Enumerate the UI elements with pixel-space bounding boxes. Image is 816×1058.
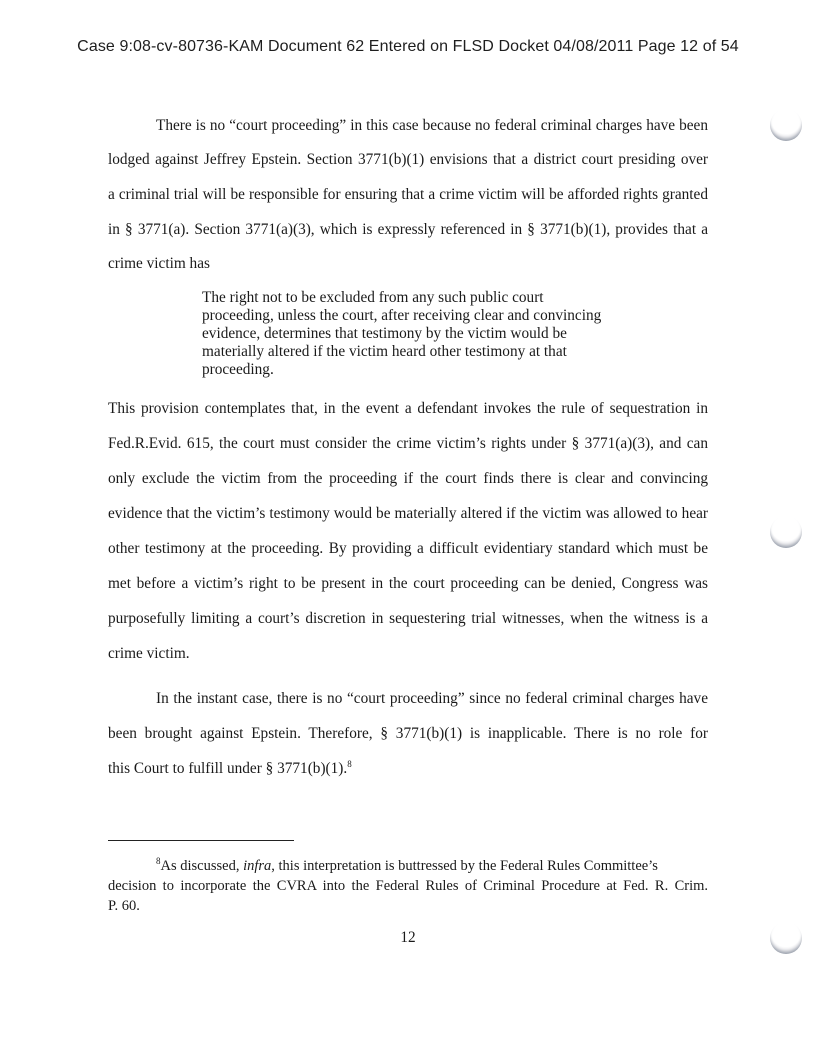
page-number: 12	[400, 929, 416, 946]
paragraph-line: met before a victim’s right to be present in the court proceeding can be denied, Congress was	[108, 575, 708, 592]
paragraph-line: other testimony at the proceeding. By providing a difficult evidentiary standard which must be	[108, 540, 708, 557]
paragraph-line: This provision contemplates that, in the event a defendant invokes the rule of sequestration in	[108, 400, 708, 417]
footnote-line: decision to incorporate the CVRA into the Federal Rules of Criminal Procedure at Fed. R. Crim.	[108, 878, 708, 894]
paragraph-line-last	[108, 760, 352, 778]
footnote-italic-text: infra	[243, 858, 272, 874]
paragraph-line: There is no “court proceeding” in this case because no federal criminal charges have been	[156, 117, 708, 134]
blockquote-line: The right not to be excluded from any such public court	[202, 289, 544, 306]
footnote-separator	[108, 840, 294, 841]
blockquote-line: proceeding.	[202, 361, 274, 378]
punch-hole-icon	[770, 109, 802, 141]
paragraph-line: crime victim has	[108, 255, 210, 272]
docket-header: Case 9:08-cv-80736-KAM Document 62 Entered on FLSD Docket 04/08/2011 Page 12 of 54	[77, 38, 739, 55]
paragraph-line: a criminal trial will be responsible for ensuring that a crime victim will be afforded rights granted	[108, 186, 708, 203]
footnote-text: As discussed,	[160, 858, 244, 874]
paragraph-line: lodged against Jeffrey Epstein. Section 3771(b)(1) envisions that a district court presiding over	[108, 151, 708, 168]
blockquote-line: evidence, determines that testimony by the victim would be	[202, 325, 567, 342]
footnote-reference: 8	[347, 759, 352, 769]
paragraph-line: been brought against Epstein. Therefore, § 3771(b)(1) is inapplicable. There is no role for	[108, 725, 708, 742]
paragraph-line: In the instant case, there is no “court proceeding” since no federal criminal charges have	[156, 690, 708, 707]
paragraph-line: crime victim.	[108, 645, 190, 662]
blockquote-line: materially altered if the victim heard other testimony at that	[202, 343, 567, 360]
punch-hole-icon	[770, 922, 802, 954]
footnote-marker: 8	[156, 856, 161, 866]
paragraph-line: only exclude the victim from the proceeding if the court finds there is clear and convincing	[108, 470, 708, 487]
paragraph-line: Fed.R.Evid. 615, the court must consider the crime victim’s rights under § 3771(a)(3), and can	[108, 435, 708, 452]
footnote-line	[156, 857, 658, 875]
punch-hole-icon	[770, 516, 802, 548]
paragraph-line: evidence that the victim’s testimony would be materially altered if the victim was allowed to hear	[108, 505, 708, 522]
footnote-text: , this interpretation is buttressed by the Federal Rules Committee’s	[271, 858, 658, 874]
paragraph-line: in § 3771(a). Section 3771(a)(3), which is expressly referenced in § 3771(b)(1), provides that a	[108, 221, 708, 238]
paragraph-line: purposefully limiting a court’s discretion in sequestering trial witnesses, when the witness is a	[108, 610, 708, 627]
paragraph-text: this Court to fulfill under § 3771(b)(1).	[108, 760, 348, 777]
footnote-line: P. 60.	[108, 898, 140, 914]
blockquote-line: proceeding, unless the court, after receiving clear and convincing	[202, 307, 602, 324]
